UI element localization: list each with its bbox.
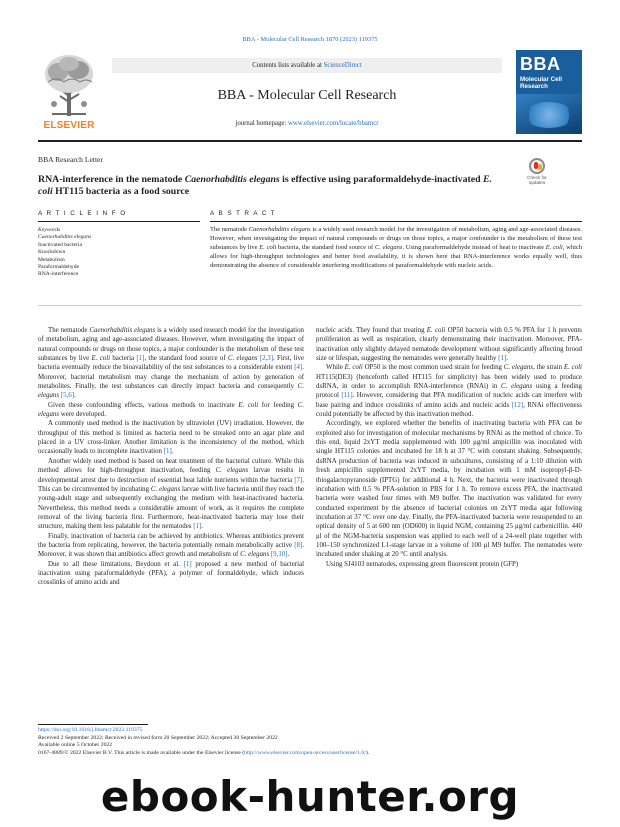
abstract-rule	[210, 221, 582, 222]
text-run: A commonly used method is the inactivation by ultraviolet (UV) irradiation. However, the throughput of this method is limited as bacteria need to be streaked onto an agar plate and placed in a UV cross-linker. Another limitation is the inconsistency of the method, which occasionally leads to incomplete inactivation	[38, 420, 304, 456]
text-run: Another widely used method is based on heat treatment of the bacterial culture. While this method allows for high-throughput inactivation, feeding	[38, 457, 304, 475]
citation-link[interactable]: [1]	[183, 560, 192, 568]
keywords-block	[38, 227, 198, 279]
keyword: Knockdown	[38, 249, 66, 256]
abstract-heading: A B S T R A C T	[210, 210, 277, 217]
text-run: .	[201, 523, 203, 531]
italic-term: C. elegans	[503, 364, 533, 372]
text-run: .	[506, 355, 508, 363]
cover-abbrev: BBA	[520, 54, 561, 74]
article-footer	[38, 727, 598, 757]
body-column-right	[316, 326, 582, 569]
license-prefix: 0167-4889/© 2022 Elsevier B.V. This article is made available under the Elsevier license (	[38, 749, 245, 756]
italic-term: E. coli	[91, 355, 111, 363]
text-run: Using SJ4103 nematodes, expressing green fluorescent protein (GFP)	[326, 560, 519, 568]
text-run: . Moreover, it was shown that antibiotics affect growth and metabolism of	[38, 541, 304, 559]
homepage-link[interactable]: www.elsevier.com/locate/bbamcr	[287, 120, 379, 127]
journal-header	[112, 58, 502, 138]
italic-term: E. coli	[344, 364, 363, 372]
text-run: larvae results in developmental arrest due to destruction of essential heat labile nutrients within the bacteria	[38, 467, 304, 484]
body-column-left	[38, 326, 304, 588]
citation-link[interactable]: [1]	[136, 355, 145, 363]
title-part: RNA-interference in the nematode	[38, 174, 185, 185]
text-run: HT115(DE3) (henceforth called HT115 for simplicity) has been widely used to produce dsRNA, in order to accomplish RNA-interference (RNAi) in	[316, 373, 582, 391]
text-run: .	[171, 448, 174, 456]
text-run: Due to all these limitations, Beydoun et al.	[48, 560, 184, 568]
text-run: . This can be circumvented by incubating	[38, 476, 304, 493]
text-run: for feeding	[258, 401, 298, 409]
text-run: were developed.	[59, 411, 106, 419]
body-paragraph	[38, 560, 304, 588]
citation-link[interactable]: [7]	[294, 476, 303, 484]
text-run: The nematode	[48, 327, 90, 334]
text-run: . Moreover, bacterial metabolism may change the mechanism of action by generation of metabolites. Finally, the test substances can directly impact bacteria and consequently	[38, 364, 304, 391]
italic-term: C. elegans	[240, 551, 270, 559]
citation-link[interactable]: [1]	[193, 523, 202, 531]
abstract-end-rule	[38, 305, 582, 306]
abstract-part: , which allows for high-throughput technologies and better food availability, it is shown here that RNA-interference works equally well, thus demonstrating the absence of considerable interfering modifications of paraformaldehyde with nucleic acids.	[210, 243, 583, 269]
abstract-part-italic: E. coli	[545, 243, 563, 251]
keyword: Paraformaldehyde	[38, 264, 80, 271]
contents-prefix: Contents lists available at	[252, 62, 324, 69]
keyword: Inactivated bacteria	[38, 241, 82, 248]
keyword: RNA-interference	[38, 271, 79, 278]
citation-link[interactable]: [5,6]	[60, 392, 74, 400]
sciencedirect-link[interactable]: ScienceDirect	[323, 62, 362, 69]
text-run: Given these confounding effects, various methods to inactivate	[48, 401, 239, 409]
abstract-part: The nematode	[210, 226, 249, 233]
keywords-label: Keywords	[38, 227, 61, 233]
italic-term: C. elegans	[38, 401, 304, 419]
body-paragraph	[316, 363, 582, 419]
footer-rule	[38, 724, 148, 725]
journal-homepage	[112, 120, 502, 127]
citation-link[interactable]: [9,10]	[270, 551, 288, 559]
article-title	[38, 174, 508, 198]
title-part-italic: Caenorhabditis elegans	[184, 174, 280, 185]
cover-graphic-highlight	[524, 102, 574, 128]
text-run: proposed a new method of bacterial inactivation using paraformaldehyde (PFA), a polymer of formaldehyde, which induces crosslinks of amino acids and	[38, 560, 304, 587]
text-run: . However, considering that PFA modification of nucleic acids can interfere with base pairing and induce crosslinks of amino acids and nucleic acids	[316, 392, 582, 409]
abstract-text	[210, 226, 582, 271]
text-run: .	[74, 392, 76, 400]
journal-title: BBA - Molecular Cell Research	[217, 88, 397, 103]
citation-link[interactable]: [1]	[163, 448, 172, 456]
italic-term: Caenorhabditis elegans	[89, 327, 156, 334]
abstract-part-italic: Caenorhabditis elegans	[248, 226, 311, 233]
keyword: Metabolism	[38, 256, 65, 263]
body-paragraph	[316, 560, 582, 569]
text-run: . First, live bacteria eventually reduce the bioavailability of the test substances to a considerable extent	[38, 355, 304, 372]
article-info-heading: A R T I C L E I N F O	[38, 210, 127, 217]
body-paragraph	[316, 419, 582, 559]
cover-journal-name: Molecular Cell Research	[520, 76, 562, 90]
italic-term: C. elegans	[38, 383, 304, 400]
elsevier-tree-icon	[42, 52, 96, 118]
received-dates: Received 2 September 2022; Received in revised form 20 September 2022; Accepted 30 September 2022	[38, 734, 278, 741]
elsevier-wordmark: ELSEVIER	[43, 120, 95, 131]
body-paragraph	[38, 457, 304, 532]
watermark: ebook-hunter.org	[100, 772, 520, 821]
title-part: is effective using paraformaldehyde-inactivated	[279, 174, 483, 185]
license-suffix: ).	[365, 749, 370, 756]
top-citation[interactable]: BBA - Molecular Cell Research 1870 (2023) 119375	[242, 36, 378, 43]
contents-bar	[112, 58, 502, 73]
text-run: , the strain	[532, 364, 564, 372]
citation-link[interactable]: [11]	[341, 392, 353, 400]
keyword: Caenorhabditis elegans	[38, 234, 92, 241]
homepage-prefix: journal homepage:	[235, 120, 288, 127]
text-run: .	[287, 551, 290, 559]
text-run: nucleic acids. They found that treating	[316, 327, 427, 334]
license-line	[38, 750, 598, 758]
title-part: HT115 bacteria as a food source	[52, 185, 190, 197]
abstract-part: is a widely used research model for the investigation of metabolism, aging and age-associated diseases. However, when investigating the impact of natural compounds or drugs on those topics, a major confounder is the metabolism of these test substances by live	[210, 226, 583, 251]
abstract-part-italic: C. elegans	[374, 243, 403, 251]
body-paragraph	[38, 419, 304, 456]
body-paragraph	[316, 326, 582, 363]
body-paragraph	[38, 326, 304, 401]
text-run: larvae with live bacteria until they reach the young-adult stage and subsequently exchanging the medium with heat-inactivated bacteria. Nevertheless, this method needs a considerable amount of work, as it requires the complete removal of the living bacteria first. Furthermore, heat-inactivated bacteria may lose their structure, making them less palatable for the nematodes	[38, 485, 305, 531]
elsevier-logo	[38, 52, 100, 132]
text-run: OP50 bacteria with 0.5 % PFA for 1 h prevents proliferation as well as respiration, clearly demonstrating their inactivation. Moreover, PFA-inactivation only slightly delayed nematode development without significantly affecting brood size or lifespan, suggesting the nematodes were generally healthy	[316, 327, 582, 363]
italic-term: E. coli	[563, 364, 582, 372]
abstract-part-italic: E. coli	[259, 243, 277, 251]
citation-link[interactable]: [12]	[511, 401, 524, 409]
license-link[interactable]: http://www.elsevier.com/open-access/userlicense/1.0/	[244, 749, 366, 756]
citation-link[interactable]: [4]	[294, 364, 303, 372]
body-paragraph	[38, 532, 304, 560]
citation-link[interactable]: [8]	[294, 541, 303, 549]
body-paragraph	[38, 401, 304, 420]
journal-cover	[516, 50, 582, 134]
article-info-rule	[38, 221, 200, 222]
text-run: Accordingly, we explored whether the benefits of inactivating bacteria with PFA can be exploited also for investigation of molecular mechanisms by RNAi as the method of choice. To this end, liquid 2xYT media supplemented with 100 μg/ml ampicillin was inoculated with single HT115 colonies and incubated for 18 h at 37 °C with constant shaking. Subsequently, dsRNA production of bacteria was induced in subcultures, consisting of a 1:10 dilution with fresh ampicillin supplemented 2xYT media, by incubation with 1 mM isopropyl-β-D-thiogalactopyranoside (IPTG) for additional 4 h. Next, the bacteria were inactivated through incubation with 0.5 % PFA-solution in PBS for 1 h. To remove excess PFA, the inactivated bacteria were washed four times with M9 buffer. The inactivation was validated for every conducted experiment by the absence of bacterial colonies on 2xYT media agar following incubation at 37 °C over one day. Finally, the PFA-inactivated bacteria were resuspended to an optical density of 5 at 600 nm (OD600) in liquid NGM, containing 25 μg/ml carbenicillin. 440 μl of the NGM-bacteria suspension was applied to each well of a 24-well plate together with 100–150 synchronized L1-stage larvae in a volume of 100 μl M9 buffer. The nematodes were incubated under shaking at 20 °C until analysis.	[316, 420, 582, 559]
citation-link[interactable]: [2,3]	[259, 355, 274, 363]
text-run: using a feeding protocol	[316, 383, 583, 400]
italic-term: C. elegans	[501, 383, 533, 391]
doi-link[interactable]: https://doi.org/10.1016/j.bbamcr.2022.119375	[38, 727, 143, 733]
text-run: Finally, inactivation of bacteria can be achieved by antibiotics. Whereas antibiotics prevent the bacteria from replicating, however, the bacteria potentially remain metabolically active	[38, 532, 304, 549]
italic-term: C. elegans	[150, 485, 181, 493]
italic-term: E. coli	[426, 327, 446, 334]
italic-term: E. coli	[238, 401, 259, 409]
citation-link[interactable]: [1]	[498, 355, 507, 363]
text-run: OP50 is the most common used strain for feeding	[362, 364, 504, 372]
text-run: While	[326, 364, 345, 372]
text-run: , RNAi effectiveness could potentially be affected by this inactivation method.	[316, 401, 582, 419]
abstract-part: bacteria, the standard food source of	[276, 243, 375, 251]
title-part-italic: E. coli	[38, 174, 492, 197]
text-run: bacteria	[110, 355, 137, 363]
check-updates-icon	[529, 158, 545, 174]
text-run: , the standard food source of	[144, 355, 228, 363]
header-rule	[38, 140, 582, 142]
abstract-part: . Using paraformaldehyde instead of heat to inactivate	[402, 243, 546, 251]
text-run: is a widely used research model for the investigation of metabolism, aging and age-associated diseases. However, when investigating the impact of natural compounds or drugs on those topics, a major confounder is the metabolism of these test substances by live	[38, 327, 304, 363]
check-updates-label: Check for updates	[527, 175, 547, 185]
check-for-updates-badge[interactable]	[520, 158, 554, 188]
italic-term: C. elegans	[227, 355, 258, 363]
available-online: Available online 5 October 2022	[38, 742, 113, 749]
italic-term: C. elegans	[215, 467, 249, 475]
article-type: BBA Research Letter	[38, 155, 103, 164]
